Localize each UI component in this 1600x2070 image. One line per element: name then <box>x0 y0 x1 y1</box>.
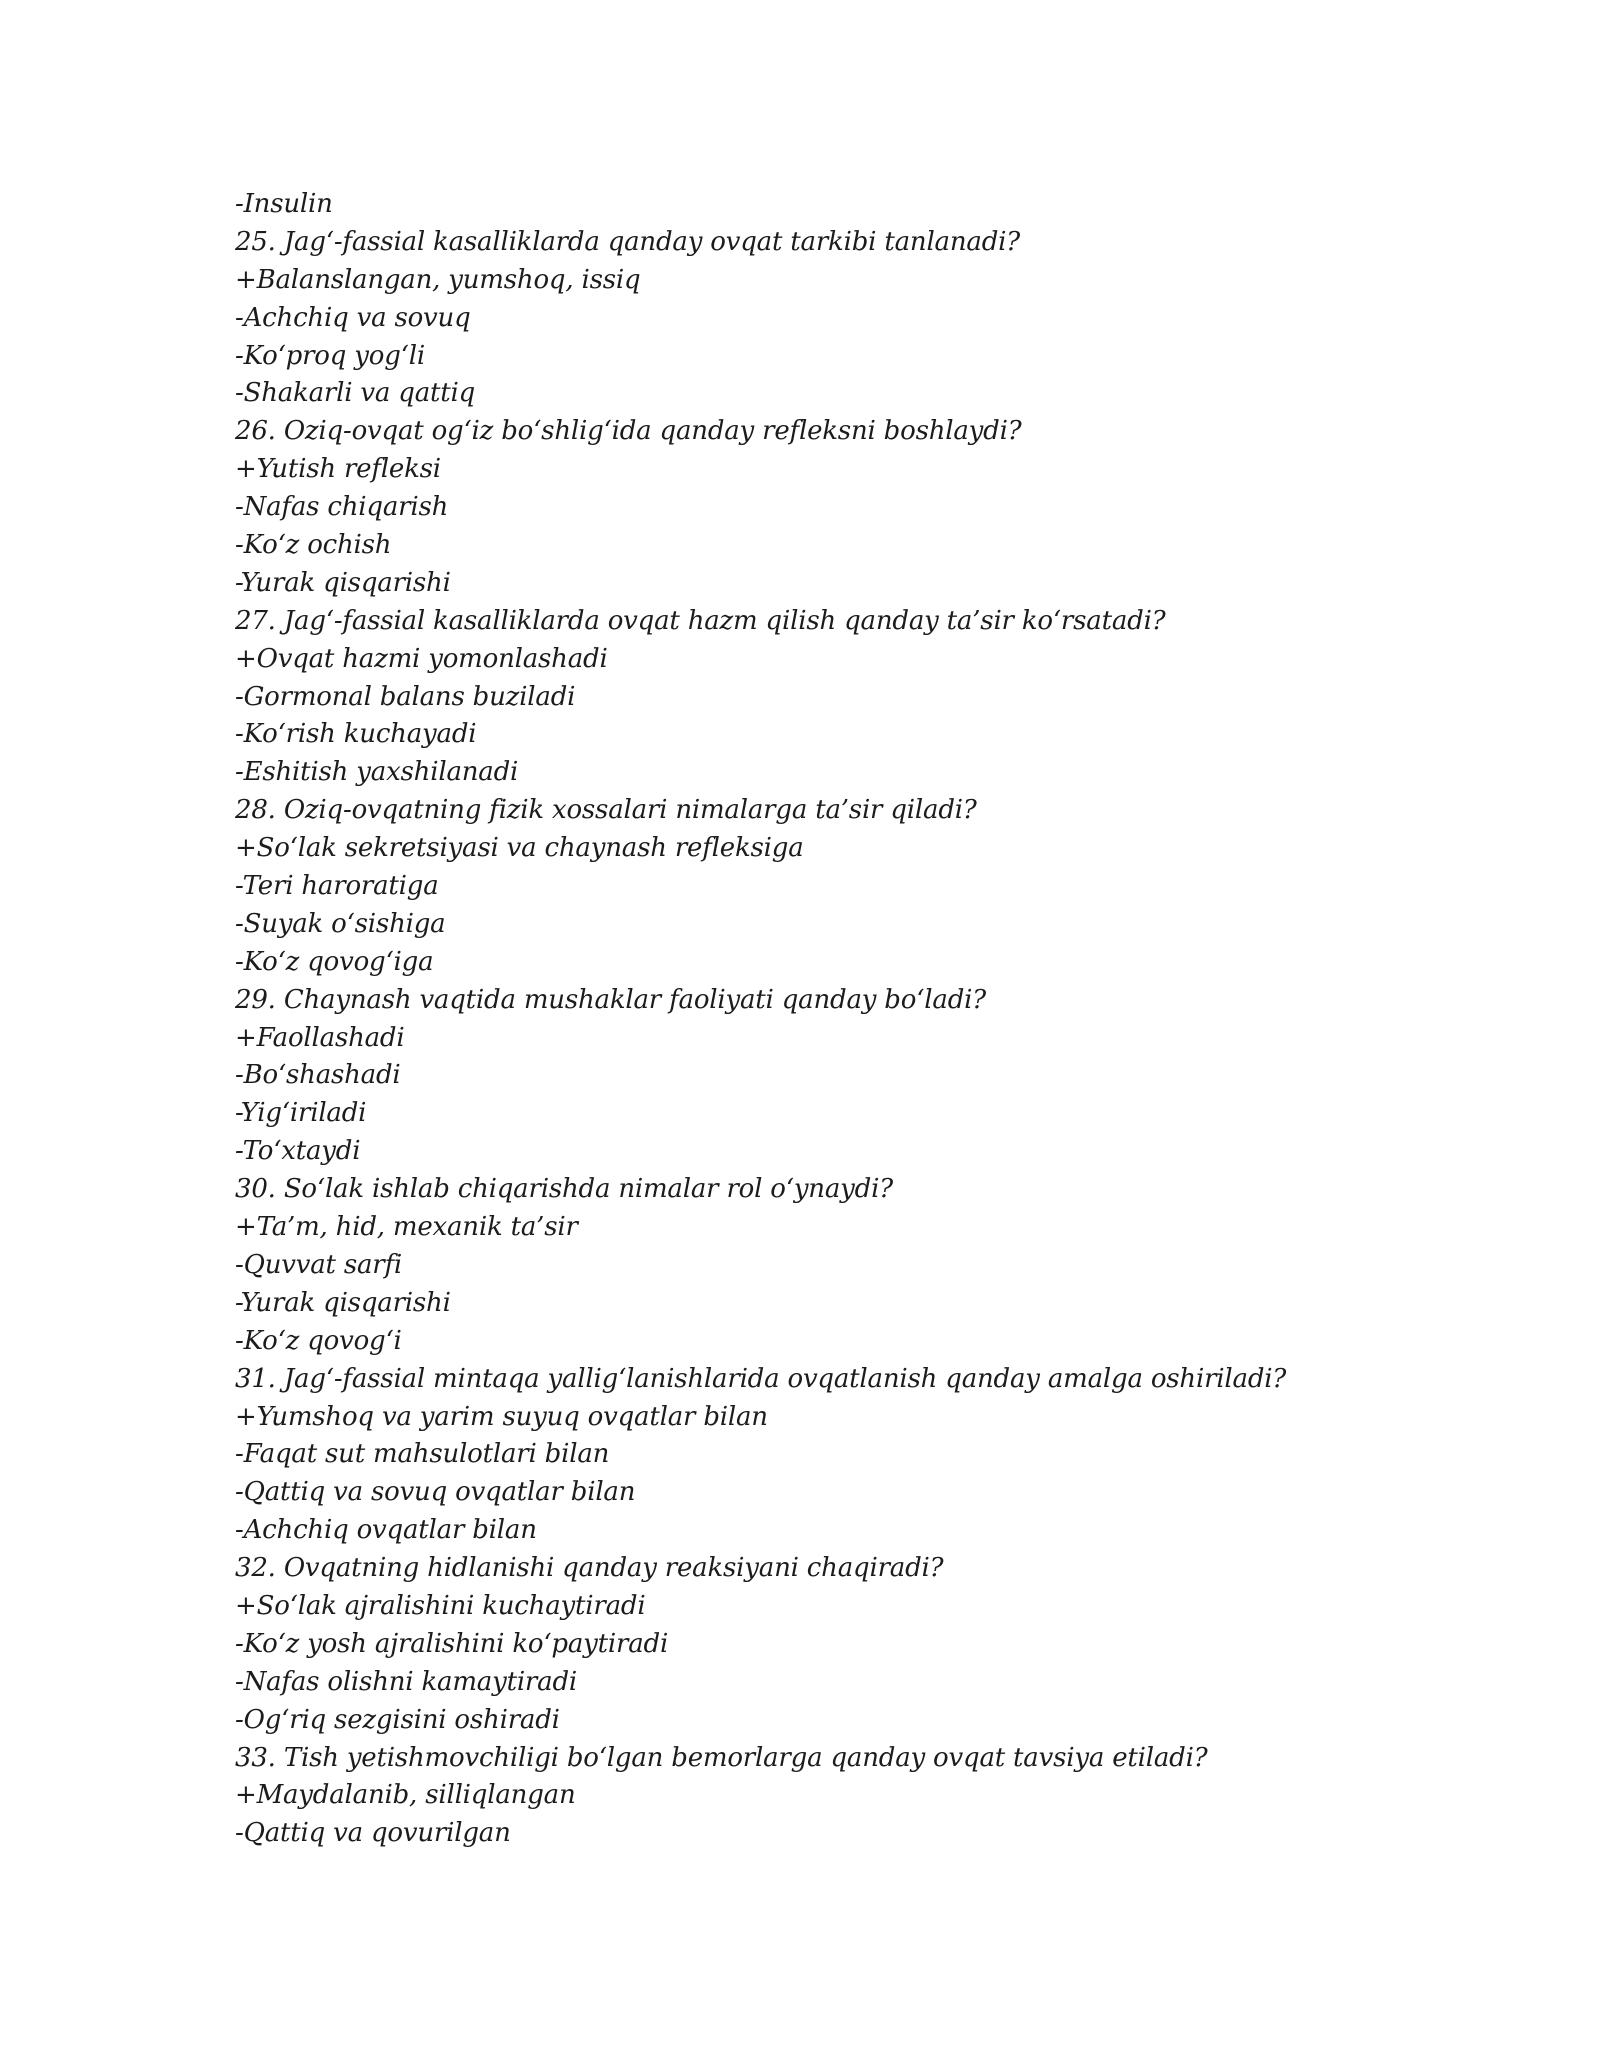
answer-option: -Ko‘z ochish <box>235 530 392 561</box>
answer-option: -Ko‘z yosh ajralishini ko‘paytiradi <box>235 1628 669 1659</box>
correct-answer: +Yutish refleksi <box>235 454 441 485</box>
correct-answer: +So‘lak sekretsiyasi va chaynash refleksiga <box>235 833 804 864</box>
answer-option: -Gormonal balans buziladi <box>235 681 576 712</box>
quiz-text-block <box>235 186 1435 1853</box>
answer-option: -Ko‘rish kuchayadi <box>235 719 477 750</box>
answer-option: -Achchiq ovqatlar bilan <box>235 1515 537 1546</box>
question-31: 31. Jag‘-fassial mintaqa yallig‘lanishlarida ovqatlanish qanday amalga oshiriladi? <box>235 1363 1287 1394</box>
answer-option: -Qattiq va qovurilgan <box>235 1818 511 1849</box>
answer-option: -Yig‘iriladi <box>235 1098 367 1129</box>
answer-option: -Teri haroratiga <box>235 871 439 902</box>
answer-option: -Faqat sut mahsulotlari bilan <box>235 1439 610 1470</box>
question-28: 28. Oziq-ovqatning fizik xossalari nimalarga ta’sir qiladi? <box>235 795 977 826</box>
question-33: 33. Tish yetishmovchiligi bo‘lgan bemorlarga qanday ovqat tavsiya etiladi? <box>235 1742 1208 1773</box>
correct-answer: +So‘lak ajralishini kuchaytiradi <box>235 1590 646 1621</box>
question-29: 29. Chaynash vaqtida mushaklar faoliyati qanday bo‘ladi? <box>235 984 986 1015</box>
answer-option: -Yurak qisqarishi <box>235 1287 451 1318</box>
question-25: 25. Jag‘-fassial kasalliklarda qanday ovqat tarkibi tanlanadi? <box>235 226 1021 257</box>
answer-option: -Suyak o‘sishiga <box>235 908 446 939</box>
answer-option: -Ko‘z qovog‘iga <box>235 946 434 977</box>
answer-option: -Shakarli va qattiq <box>235 378 476 409</box>
question-27: 27. Jag‘-fassial kasalliklarda ovqat hazm qilish qanday ta’sir ko‘rsatadi? <box>235 605 1166 636</box>
answer-option: -Nafas chiqarish <box>235 492 449 523</box>
correct-answer: +Yumshoq va yarim suyuq ovqatlar bilan <box>235 1401 768 1432</box>
correct-answer: +Maydalanib, silliqlangan <box>235 1780 576 1811</box>
question-30: 30. So‘lak ishlab chiqarishda nimalar rol o‘ynaydi? <box>235 1174 893 1205</box>
answer-option: -Achchiq va sovuq <box>235 302 471 333</box>
answer-option: -Bo‘shashadi <box>235 1060 401 1091</box>
correct-answer: +Ovqat hazmi yomonlashadi <box>235 643 608 674</box>
question-32: 32. Ovqatning hidlanishi qanday reaksiyani chaqiradi? <box>235 1553 944 1584</box>
answer-option: -Quvvat sarfi <box>235 1249 403 1280</box>
correct-answer: +Ta’m, hid, mexanik ta’sir <box>235 1212 578 1243</box>
question-26: 26. Oziq-ovqat og‘iz bo‘shlig‘ida qanday refleksni boshlaydi? <box>235 416 1022 447</box>
answer-option: -Yurak qisqarishi <box>235 567 451 598</box>
answer-option: -Ko‘z qovog‘i <box>235 1325 402 1356</box>
answer-option: -Eshitish yaxshilanadi <box>235 757 519 788</box>
answer-option: -Ko‘proq yog‘li <box>235 340 425 371</box>
answer-option: -Insulin <box>235 189 333 219</box>
answer-option: -Qattiq va sovuq ovqatlar bilan <box>235 1477 636 1508</box>
correct-answer: +Faollashadi <box>235 1022 405 1053</box>
answer-option: -Nafas olishni kamaytiradi <box>235 1666 578 1697</box>
correct-answer: +Balanslangan, yumshoq, issiq <box>235 264 641 295</box>
answer-option: -To‘xtaydi <box>235 1136 361 1167</box>
answer-option: -Og‘riq sezgisini oshiradi <box>235 1704 560 1735</box>
